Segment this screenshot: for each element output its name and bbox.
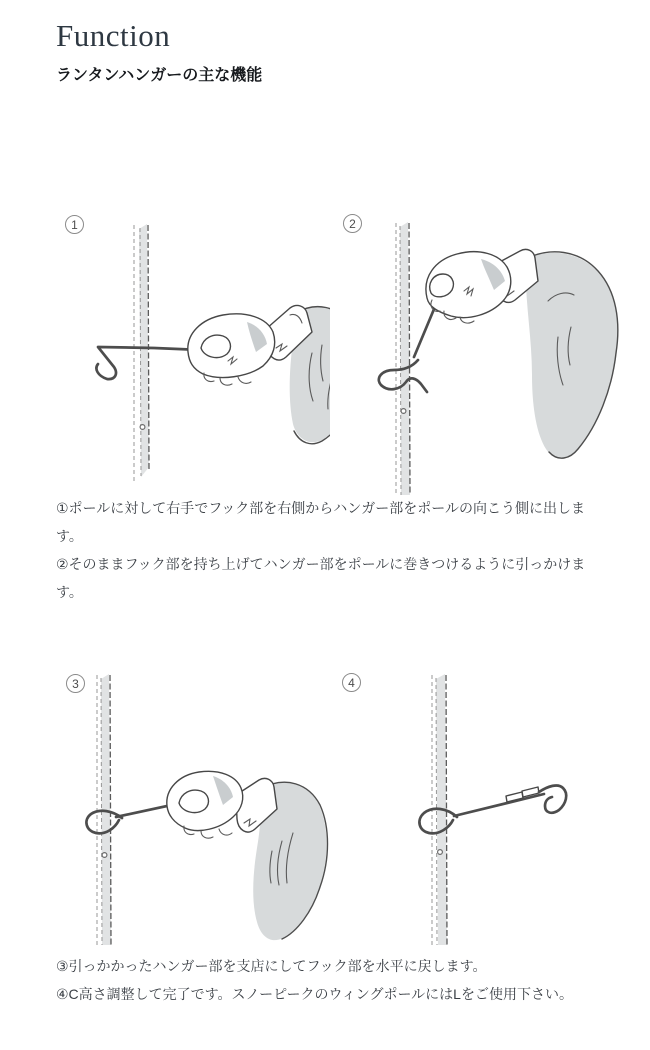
right-hand-and-sleeve — [426, 249, 618, 458]
instruction-step-2: ②そのままフック部を持ち上げてハンガー部をポールに巻きつけるように引っかけます。 — [56, 556, 586, 600]
step-3-badge: 3 — [66, 674, 85, 693]
step-1-badge: 1 — [65, 215, 84, 234]
instructions-steps-1-2 — [56, 494, 602, 606]
instructions-steps-3-4 — [56, 952, 602, 1008]
step-4-badge: 4 — [342, 673, 361, 692]
instruction-step-4: ④C高さ調整して完了です。スノーピークのウィングポールにはLをご使用下さい。 — [56, 986, 573, 1002]
instruction-step-1: ①ポールに対して右手でフック部を右側からハンガー部をポールの向こう側に出します。 — [56, 500, 586, 544]
right-hand-and-sleeve — [188, 306, 330, 444]
instruction-step-3: ③引っかかったハンガー部を支店にしてフック部を水平に戻します。 — [56, 958, 487, 974]
right-hand-and-sleeve — [167, 771, 328, 940]
figure-step-1 — [50, 205, 330, 490]
page-title: Function — [56, 18, 171, 53]
figure-step-3 — [50, 645, 330, 945]
figure-step-2 — [330, 205, 620, 495]
step-2-badge: 2 — [343, 214, 362, 233]
figure-step-4 — [330, 645, 620, 945]
pole — [396, 222, 410, 495]
step-2-illustration — [330, 205, 620, 495]
step-1-illustration — [50, 205, 330, 490]
pole — [134, 224, 149, 481]
step-3-illustration — [50, 645, 330, 945]
step-4-illustration — [330, 645, 620, 945]
page-subtitle: ランタンハンガーの主な機能 — [56, 67, 263, 84]
